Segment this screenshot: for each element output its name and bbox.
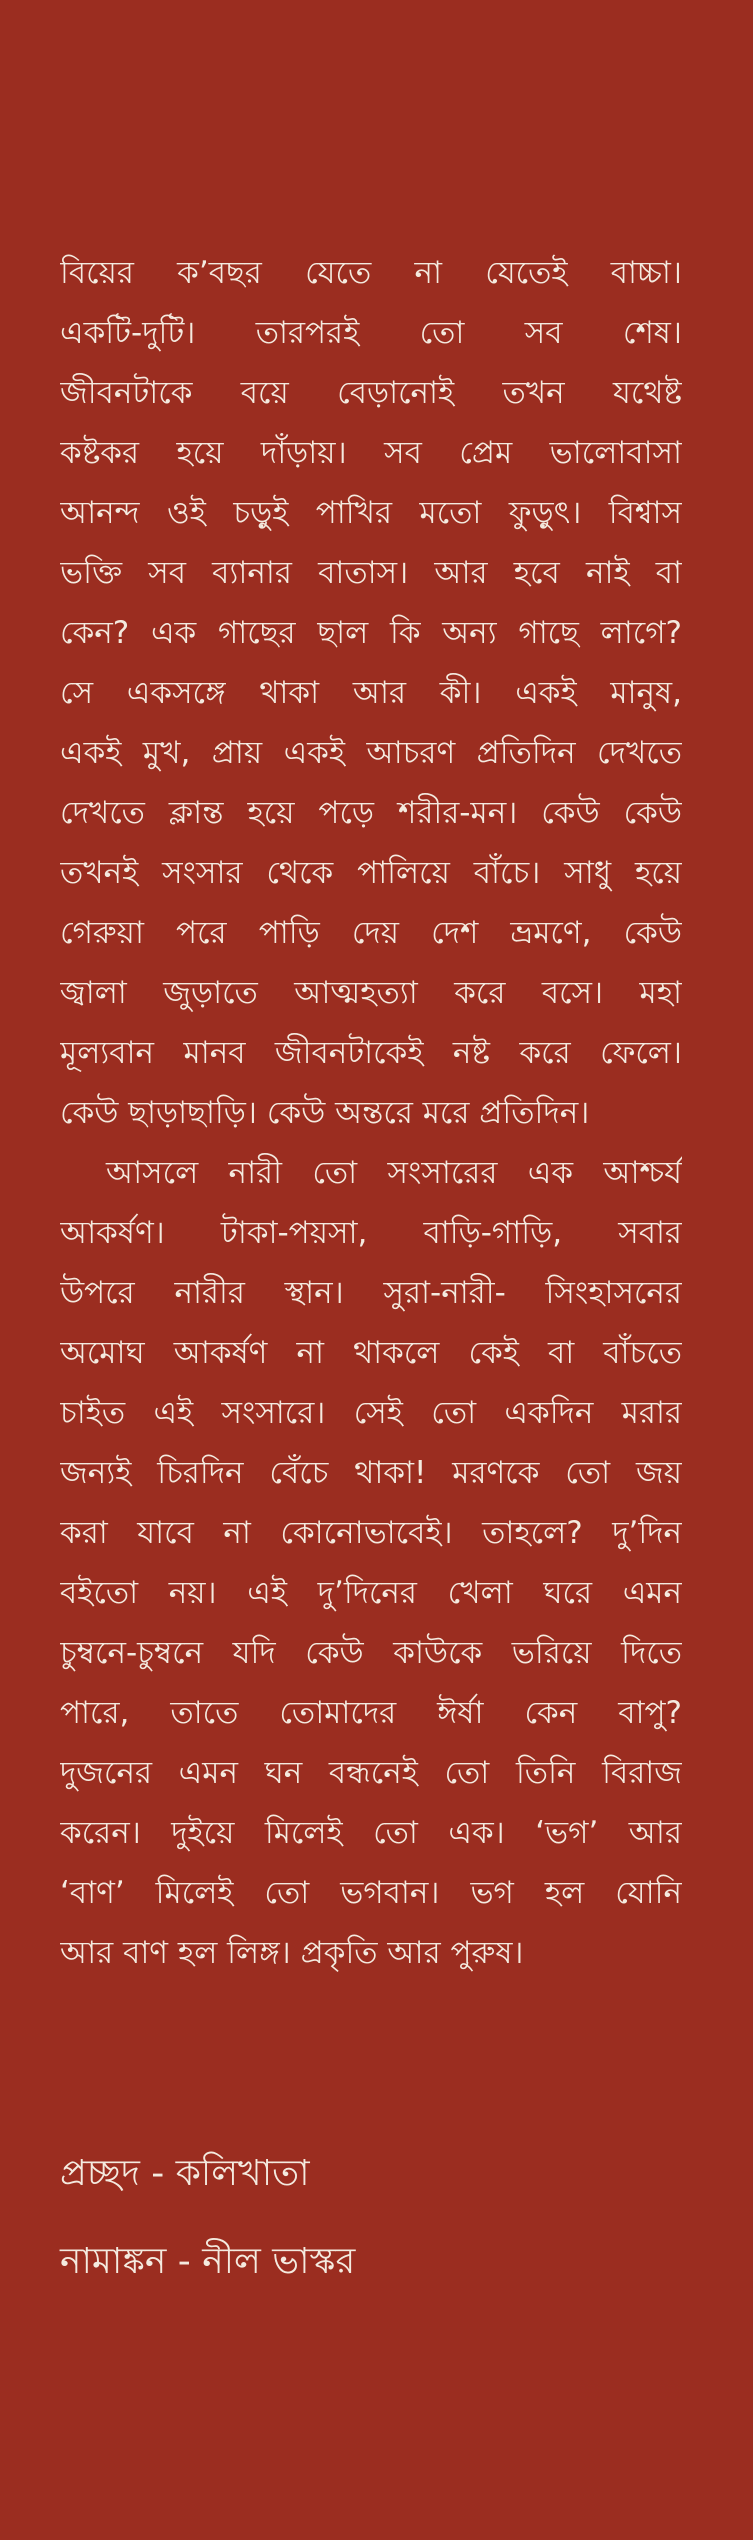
blurb-line: আসলে নারী তো সংসারের এক আশ্চর্য <box>106 1155 682 1191</box>
blurb-line: আর বাণ হল লিঙ্গ। প্রকৃতি আর পুরুষ। <box>60 1935 524 1971</box>
blurb-line: দুজনের এমন ঘন বন্ধনেই তো তিনি বিরাজ <box>60 1755 682 1791</box>
blurb-line: একটি-দুটি। তারপরই তো সব শেষ। <box>60 315 682 351</box>
blurb-text <box>60 243 682 1983</box>
blurb-line: অমোঘ আকর্ষণ না থাকলে কেই বা বাঁচতে <box>60 1335 682 1371</box>
blurb-line: চুম্বনে-চুম্বনে যদি কেউ কাউকে ভরিয়ে দিতে <box>60 1635 682 1671</box>
blurb-line: মূল্যবান মানব জীবনটাকেই নষ্ট করে ফেলে। <box>60 1035 682 1071</box>
credits <box>60 2130 682 2306</box>
blurb-line: বিয়ের ক’বছর যেতে না যেতেই বাচ্চা। <box>60 255 682 291</box>
blurb-line: করেন। দুইয়ে মিলেই তো এক। ‘ভগ’ আর <box>60 1815 682 1851</box>
blurb-line: সে একসঙ্গে থাকা আর কী। একই মানুষ, <box>60 675 682 711</box>
blurb-line: কেন? এক গাছের ছাল কি অন্য গাছে লাগে? <box>60 615 682 651</box>
blurb-line: চাইত এই সংসারে। সেই তো একদিন মরার <box>60 1395 682 1431</box>
blurb-line: কেউ ছাড়াছাড়ি। কেউ অন্তরে মরে প্রতিদিন। <box>60 1095 590 1131</box>
blurb-line: বইতো নয়। এই দু’দিনের খেলা ঘরে এমন <box>60 1575 682 1611</box>
blurb-line: ‘বাণ’ মিলেই তো ভগবান। ভগ হল যোনি <box>60 1875 682 1911</box>
blurb-line: কষ্টকর হয়ে দাঁড়ায়। সব প্রেম ভালোবাসা <box>60 435 682 471</box>
blurb-line: উপরে নারীর স্থান। সুরা-নারী- সিংহাসনের <box>60 1275 682 1311</box>
blurb-line: জ্বালা জুড়াতে আত্মহত্যা করে বসে। মহা <box>60 975 682 1011</box>
blurb-line: জন্যই চিরদিন বেঁচে থাকা! মরণকে তো জয় <box>60 1455 682 1491</box>
blurb-line: একই মুখ, প্রায় একই আচরণ প্রতিদিন দেখতে <box>60 735 682 771</box>
blurb-line: ভক্তি সব ব্যানার বাতাস। আর হবে নাই বা <box>60 555 682 591</box>
blurb-line: তখনই সংসার থেকে পালিয়ে বাঁচে। সাধু হয়ে <box>60 855 682 891</box>
blurb-line: করা যাবে না কোনোভাবেই। তাহলে? দু’দিন <box>60 1515 682 1551</box>
blurb-line: দেখতে ক্লান্ত হয়ে পড়ে শরীর-মন। কেউ কেউ <box>60 795 682 831</box>
name-design-credit: নামাঙ্কন - নীল ভাস্কর <box>60 2241 356 2282</box>
blurb-line: আনন্দ ওই চড়ুই পাখির মতো ফুড়ুৎ। বিশ্বাস <box>60 495 682 531</box>
blurb-line: জীবনটাকে বয়ে বেড়ানোই তখন যথেষ্ট <box>60 375 682 411</box>
blurb-line: পারে, তাতে তোমাদের ঈর্ষা কেন বাপু? <box>60 1695 682 1731</box>
cover-credit: প্রচ্ছদ - কলিখাতা <box>60 2153 310 2194</box>
blurb-line: আকর্ষণ। টাকা-পয়সা, বাড়ি-গাড়ি, সবার <box>60 1215 682 1251</box>
blurb-line: গেরুয়া পরে পাড়ি দেয় দেশ ভ্রমণে, কেউ <box>60 915 682 951</box>
